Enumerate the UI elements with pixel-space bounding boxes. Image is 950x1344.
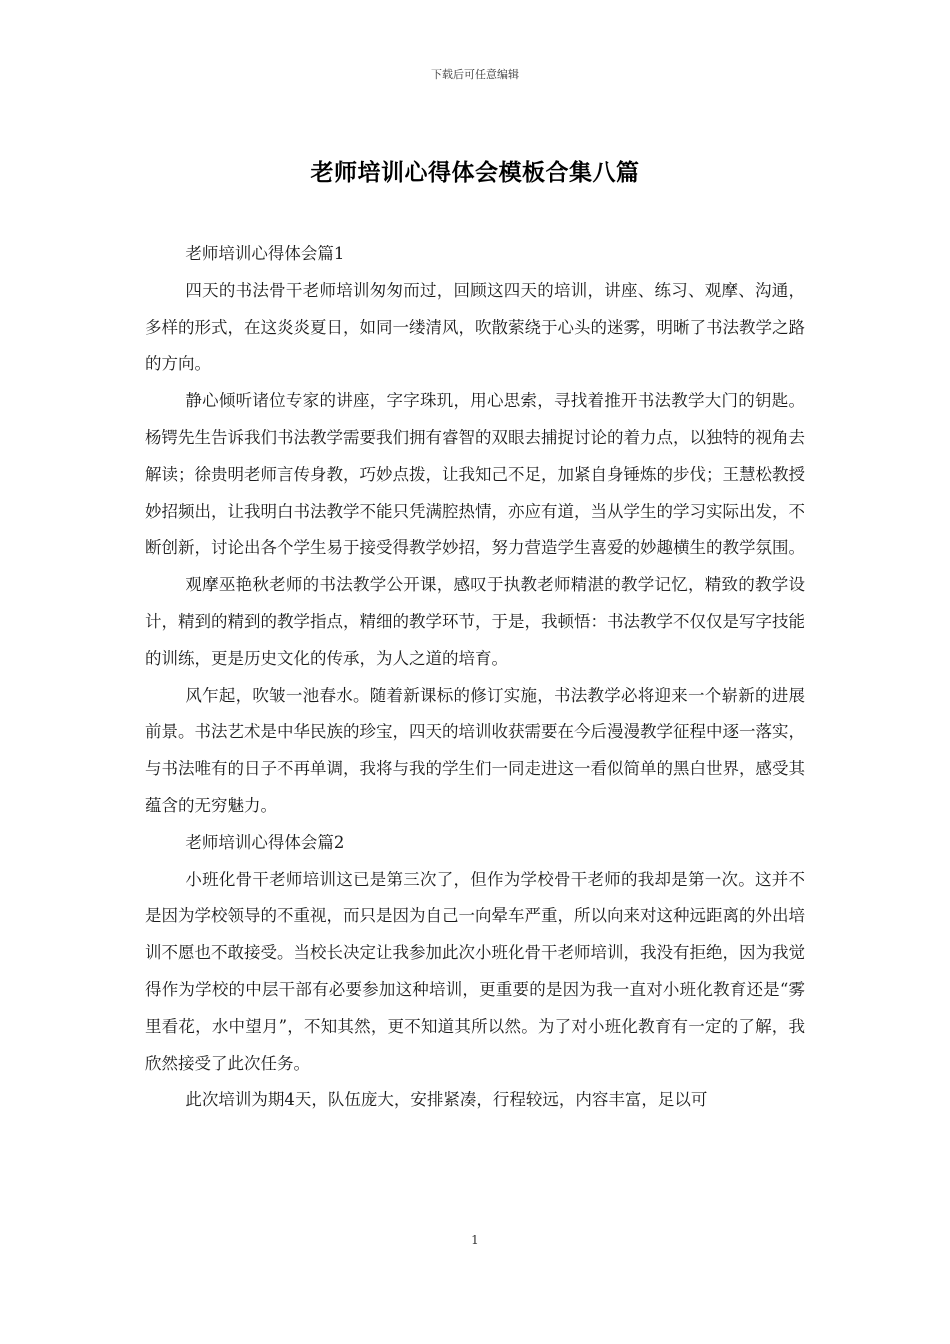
paragraph: 此次培训为期4天，队伍庞大，安排紧凑，行程较远，内容丰富，足以可: [185, 1090, 708, 1110]
paragraph: 静心倾听诸位专家的讲座，字字珠玑，用心思索，寻找着推开书法教学大门的钥匙。杨锷先生告诉我们书法教学需要我们拥有睿智的双眼去捕捉讨论的着力点，以独特的视角去解读；徐贵明老师言传身教，巧妙点拨，让我知己不足，加紧自身锤炼的步伐；王慧松教授妙招频出，让我明白书法教学不能只凭满腔热情，亦应有道，当从学生的学习实际出发，不断创新，讨论出各个学生易于接受得教学妙招，努力营造学生喜爱的妙趣横生的教学氛围。: [145, 391, 805, 558]
section-heading-1: 老师培训心得体会篇1: [185, 244, 345, 263]
paragraph: 四天的书法骨干老师培训匆匆而过，回顾这四天的培训，讲座、练习、观摩、沟通，多样的形式，在这炎炎夏日，如同一缕清风，吹散萦绕于心头的迷雾，明晰了书法教学之路的方向。: [145, 280, 805, 374]
page-header-note: 下载后可任意编辑: [431, 68, 519, 81]
document-title: 老师培训心得体会模板合集八篇: [310, 159, 640, 186]
document-body: [145, 236, 805, 1119]
section-heading-2: 老师培训心得体会篇2: [185, 832, 345, 852]
paragraph: 小班化骨干老师培训这已是第三次了，但作为学校骨干老师的我却是第一次。这并不是因为学校领导的不重视，而只是因为自己一向晕车严重，所以向来对这种远距离的外出培训不愿也不敢接受。当校长决定让我参加此次小班化骨干老师培训，我没有拒绝，因为我觉得作为学校的中层干部有必要参加这种培训，更重要的是因为我一直对小班化教育还是“雾里看花，水中望月”，不知其然，更不知道其所以然。为了对小班化教育有一定的了解，我欣然接受了此次任务。: [145, 869, 805, 1073]
page-number: 1: [471, 1233, 479, 1247]
paragraph: 风乍起，吹皱一池春水。随着新课标的修订实施，书法教学必将迎来一个崭新的进展前景。书法艺术是中华民族的珍宝，四天的培训收获需要在今后漫漫教学征程中逐一落实，与书法唯有的日子不再单调，我将与我的学生们一同走进这一看似简单的黑白世界，感受其蕴含的无穷魅力。: [145, 685, 805, 815]
paragraph: 观摩巫艳秋老师的书法教学公开课，感叹于执教老师精湛的教学记忆，精致的教学设计，精到的精到的教学指点，精细的教学环节，于是，我顿悟：书法教学不仅仅是写字技能的训练，更是历史文化的传承，为人之道的培育。: [145, 575, 805, 668]
